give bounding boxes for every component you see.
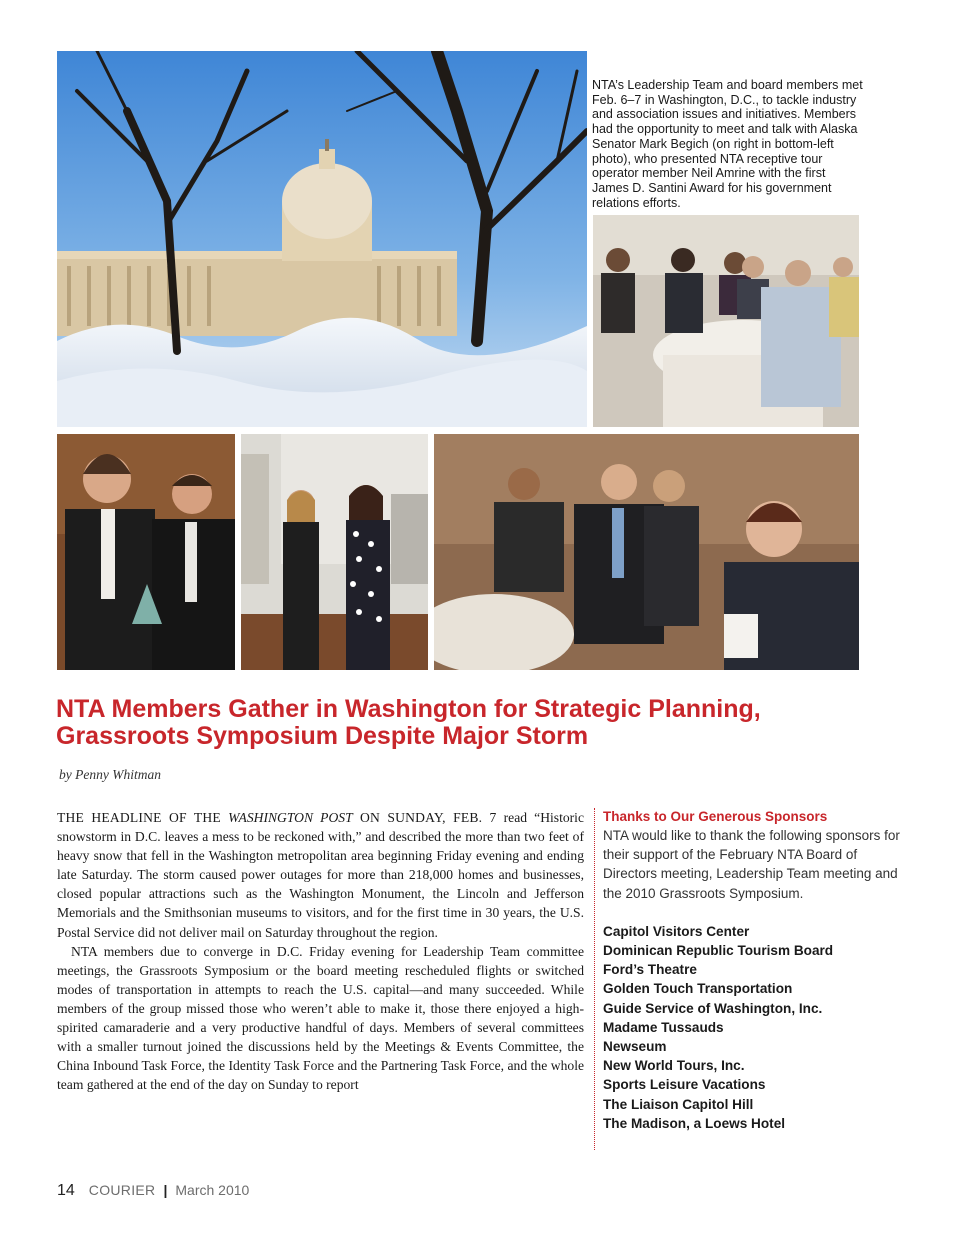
page-number: 14	[57, 1182, 75, 1199]
article-body	[57, 808, 584, 1094]
sponsor-item: The Madison, a Loews Hotel	[603, 1115, 786, 1131]
headline-line-2: Grassroots Symposium Despite Major Storm	[56, 722, 589, 750]
sponsor-item: Madame Tussauds	[603, 1019, 724, 1035]
sponsors-sidebar	[594, 808, 903, 1150]
leadership-meeting-photo	[593, 215, 859, 427]
sponsor-item: Guide Service of Washington, Inc.	[603, 1000, 823, 1016]
sidebar-title: Thanks to Our Generous Sponsors	[603, 809, 828, 824]
award-presentation-photo	[57, 434, 235, 670]
sponsor-item: Ford’s Theatre	[603, 962, 697, 978]
lead-in-end: ON SUNDAY, FEB. 7	[352, 810, 497, 825]
newspaper-title: WASHINGTON POST	[228, 810, 353, 825]
sponsor-item: The Liaison Capitol Hill	[603, 1096, 754, 1112]
sponsor-item: New World Tours, Inc.	[603, 1058, 745, 1074]
sponsor-list	[603, 922, 903, 1133]
newseum-photo	[241, 434, 428, 670]
magazine-name: COURIER	[88, 1182, 156, 1198]
byline: by Penny Whitman	[59, 767, 161, 782]
sponsor-item: Golden Touch Transportation	[603, 981, 793, 997]
sponsor-item: Dominican Republic Tourism Board	[603, 943, 834, 959]
sponsor-item: Sports Leisure Vacations	[603, 1077, 766, 1093]
article-headline	[56, 696, 916, 750]
capitol-snow-photo	[57, 51, 587, 427]
paragraph-2: NTA members due to converge in D.C. Friday evening for Leadership Team committee meetings, the Grassroots Symposium or the board meeting rescheduled flights or switched modes of transportation in attempts to reach the U.S. capital—and many succeeded. While members of the group missed those who weren’t able to make it, those there enjoyed a high-spirited camaraderie and a very productive handful of days. Members of several committees with a smaller turnout joined the discussions held by the Meetings & Events Committee, the China Inbound Task Force, the Identity Task Force and the Partnering Task Force, and the whole team gathered at the end of the day on Sunday to report	[57, 943, 584, 1093]
photo-caption: NTA’s Leadership Team and board members met Feb. 6–7 in Washington, D.C., to tackle industry and association issues and initiatives. Members had the opportunity to meet and talk with Alaska Senator Mark Begich (on right in bottom-left photo), who presented NTA receptive tour operator member Neil Amrine with the first James D. Santini Award for his government relations efforts.	[592, 78, 863, 210]
lead-in: THE HEADLINE OF THE	[57, 810, 229, 825]
footer-separator: |	[163, 1182, 168, 1198]
paragraph-1	[57, 808, 584, 942]
sponsor-item: Newseum	[603, 1039, 667, 1055]
sponsor-item: Capitol Visitors Center	[603, 923, 750, 939]
issue-date: March 2010	[175, 1182, 250, 1198]
symposium-attendees-photo	[434, 434, 859, 670]
paragraph-1-text: read “Historic snowstorm in D.C. leaves a mess to be reckoned with,” and described the more than two feet of heavy snow that fell in the Washington metropolitan area beginning Friday evening and ending late Saturday. The storm caused power outages for more than 218,000 homes and businesses, closed popular attractions such as the Washington Monument, the Lincoln and Jefferson Memorials and the Smithsonian museums to visitors, and for the first time in 30 years, the U.S. Postal Service did not deliver mail on Saturday throughout the region.	[57, 810, 584, 940]
headline-line-1: NTA Members Gather in Washington for Strategic Planning,	[56, 695, 761, 723]
page-footer	[57, 1182, 249, 1200]
sidebar-intro: NTA would like to thank the following sponsors for their support of the February NTA Board of Directors meeting, Leadership Team meeting and the 2010 Grassroots Symposium.	[603, 828, 900, 901]
